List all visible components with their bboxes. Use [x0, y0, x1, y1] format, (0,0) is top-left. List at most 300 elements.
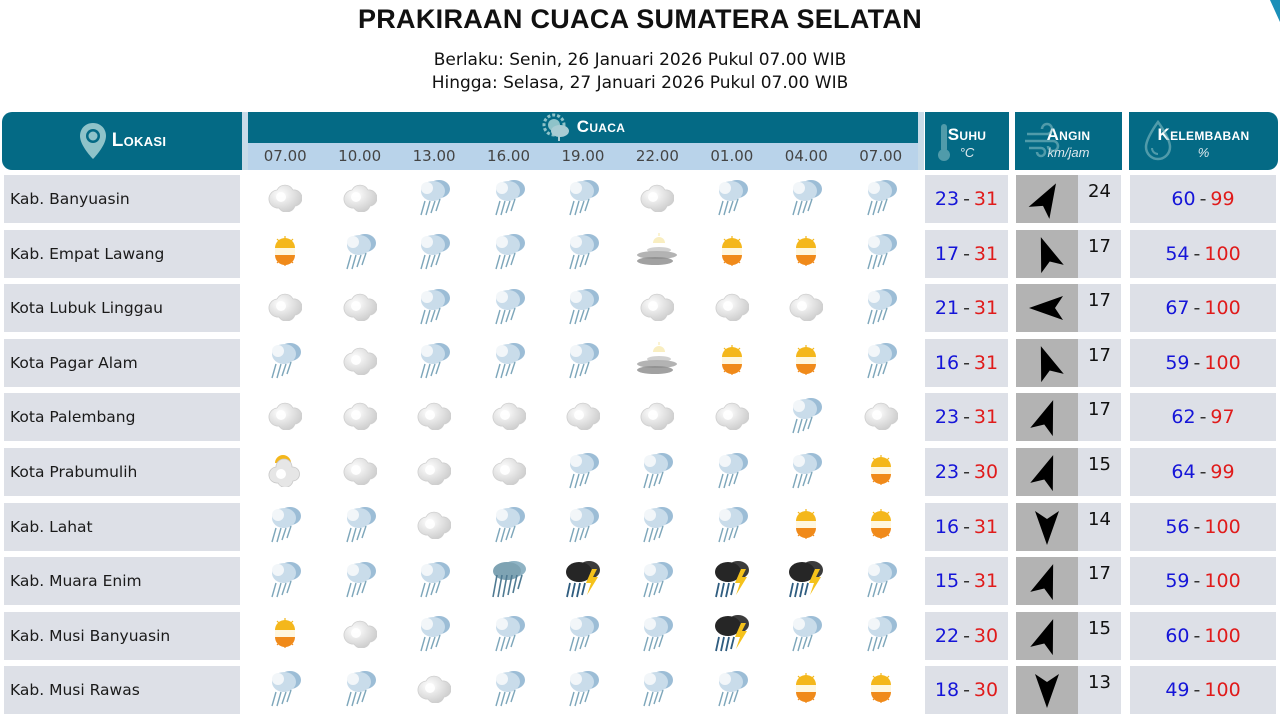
humidity-min: 49: [1165, 679, 1190, 702]
thunderstorm-icon: [711, 613, 753, 658]
temperature-range: [925, 612, 1008, 660]
weather-cell: [322, 448, 396, 496]
weather-forecast-cells: [248, 230, 918, 278]
temp-min: 22: [934, 624, 960, 647]
location-name: Kab. Musi Rawas: [4, 666, 240, 714]
location-name: Kota Prabumulih: [4, 448, 240, 496]
time-slot: 16.00: [487, 147, 530, 165]
clear-icon: [271, 236, 299, 271]
temp-min: 21: [934, 297, 960, 320]
weather-forecast-cells: [248, 557, 918, 605]
forecast-time-row: [248, 143, 918, 170]
location-name: Kab. Muara Enim: [4, 557, 240, 605]
wind-speed: 24: [1078, 175, 1121, 223]
header-suhu-label: Suhu: [947, 124, 987, 144]
wind-direction: [1016, 503, 1078, 551]
table-row: [0, 284, 1280, 332]
thunderstorm-icon: [562, 559, 604, 604]
rain-icon: [564, 504, 602, 549]
rain-icon: [564, 177, 602, 222]
clear-icon: [792, 673, 820, 708]
weather-cell: [397, 230, 471, 278]
weather-cell: [844, 557, 918, 605]
rain-icon: [638, 559, 676, 604]
temp-max: 31: [973, 242, 999, 265]
rain-icon: [490, 177, 528, 222]
wind-speed: 17: [1078, 393, 1121, 441]
temp-max: 31: [973, 351, 999, 374]
weather-cell: [546, 503, 620, 551]
weather-cell: [844, 503, 918, 551]
wind-direction: [1016, 448, 1078, 496]
wind-arrow-icon: [1020, 172, 1075, 227]
location-name: Kota Palembang: [4, 393, 240, 441]
humidity-range: [1130, 666, 1276, 714]
rain-icon: [713, 668, 751, 713]
clear-icon: [867, 509, 895, 544]
range-dash: -: [1193, 351, 1201, 374]
weather-forecast-cells: [248, 448, 918, 496]
cloudy-icon: [343, 618, 377, 653]
cloudy-icon: [343, 345, 377, 380]
rain-icon: [341, 559, 379, 604]
range-dash: -: [963, 624, 970, 647]
rain-icon: [564, 231, 602, 276]
range-dash: -: [963, 351, 970, 374]
header-cuaca: [248, 112, 918, 170]
header-cuaca-label: Cuaca: [576, 117, 626, 136]
temperature-range: [925, 448, 1008, 496]
humidity-max: 100: [1204, 242, 1241, 265]
humidity-min: 56: [1165, 515, 1190, 538]
time-slot: 22.00: [635, 147, 679, 165]
rain-icon: [415, 613, 453, 658]
wind-arrow-icon: [1027, 670, 1067, 710]
range-dash: -: [1193, 679, 1201, 702]
weather-cell: [620, 230, 694, 278]
weather-cell: [322, 612, 396, 660]
location-name: Kab. Musi Banyuasin: [4, 612, 240, 660]
rain-icon: [862, 286, 900, 331]
range-dash: -: [1193, 515, 1201, 538]
rain-icon: [787, 450, 825, 495]
cloudy-icon: [343, 455, 377, 490]
weather-cell: [397, 557, 471, 605]
header-angin: [1015, 112, 1122, 170]
rain-icon: [415, 177, 453, 222]
weather-cell: [322, 666, 396, 714]
header-angin-label: Angin: [1046, 124, 1091, 144]
weather-cell: [769, 503, 843, 551]
weather-cell: [695, 284, 769, 332]
wind-speed: 17: [1078, 557, 1121, 605]
time-slot: 04.00: [784, 147, 828, 165]
header-separator: [918, 112, 924, 170]
time-slot: 13.00: [412, 147, 456, 165]
rain-icon: [266, 559, 304, 604]
humidity-range: [1130, 612, 1276, 660]
range-dash: -: [1193, 297, 1201, 320]
wind-direction: [1016, 666, 1078, 714]
temperature-range: [925, 666, 1008, 714]
weather-cell: [844, 339, 918, 387]
weather-cell: [695, 612, 769, 660]
weather-cell: [322, 503, 396, 551]
cloudy-icon: [417, 673, 451, 708]
temp-max: 30: [973, 624, 999, 647]
weather-cell: [695, 339, 769, 387]
weather-cell: [471, 230, 545, 278]
range-dash: -: [963, 242, 970, 265]
wind-arrow-icon: [1027, 288, 1067, 328]
rain-icon: [862, 340, 900, 385]
clear-icon: [792, 509, 820, 544]
weather-cell: [620, 448, 694, 496]
weather-cell: [397, 339, 471, 387]
thunderstorm-icon: [711, 559, 753, 604]
humidity-range: [1130, 448, 1276, 496]
partly-cloudy-icon: [267, 453, 303, 492]
weather-cell: [248, 503, 322, 551]
haze-icon: [633, 233, 681, 274]
wind-speed: 17: [1078, 339, 1121, 387]
weather-cell: [322, 393, 396, 441]
temperature-range: [925, 284, 1008, 332]
temperature-range: [925, 230, 1008, 278]
table-row: [0, 503, 1280, 551]
humidity-range: [1130, 503, 1276, 551]
weather-cell: [620, 666, 694, 714]
weather-cell: [471, 612, 545, 660]
humidity-range: [1130, 339, 1276, 387]
rain-icon: [490, 613, 528, 658]
wind-direction: [1016, 284, 1078, 332]
header-suhu: [925, 112, 1009, 170]
table-row: [0, 557, 1280, 605]
weather-cell: [620, 339, 694, 387]
cloudy-icon: [268, 400, 302, 435]
temperature-range: [925, 339, 1008, 387]
temp-max: 31: [973, 515, 999, 538]
rain-icon: [415, 286, 453, 331]
table-row: [0, 666, 1280, 714]
wind-arrow-icon: [1027, 507, 1067, 547]
table-row: [0, 230, 1280, 278]
humidity-max: 99: [1210, 188, 1235, 210]
rain-icon: [415, 231, 453, 276]
cloudy-icon: [343, 400, 377, 435]
temp-min: 23: [934, 461, 960, 483]
valid-until-text: Hingga: Selasa, 27 Januari 2026 Pukul 07.00 WIB: [431, 73, 849, 93]
weather-cell: [695, 448, 769, 496]
wind-speed: 14: [1078, 503, 1121, 551]
temp-max: 31: [973, 297, 999, 320]
weather-forecast-cells: [248, 284, 918, 332]
valid-from-text: Berlaku: Senin, 26 Januari 2026 Pukul 07.00 WIB: [433, 50, 847, 70]
temp-max: 30: [973, 679, 999, 702]
weather-cell: [397, 503, 471, 551]
weather-cell: [769, 448, 843, 496]
wind-icon: [1023, 120, 1063, 160]
weather-cell: [844, 393, 918, 441]
cloudy-icon: [492, 400, 526, 435]
weather-cell: [397, 666, 471, 714]
temp-min: 18: [934, 679, 960, 702]
humidity-min: 60: [1171, 188, 1196, 210]
weather-cell: [248, 557, 322, 605]
weather-cell: [769, 557, 843, 605]
weather-cell: [769, 612, 843, 660]
rain-icon: [862, 613, 900, 658]
range-dash: -: [1199, 461, 1207, 483]
weather-cell: [248, 175, 322, 223]
humidity-min: 54: [1165, 242, 1190, 265]
droplet-icon: [1143, 120, 1173, 162]
weather-cell: [695, 557, 769, 605]
temperature-range: [925, 503, 1008, 551]
location-name: Kab. Lahat: [4, 503, 240, 551]
weather-cell: [471, 448, 545, 496]
rain-icon: [638, 613, 676, 658]
rain-icon: [862, 177, 900, 222]
humidity-range: [1130, 175, 1276, 223]
table-row: [0, 175, 1280, 223]
weather-forecast-cells: [248, 666, 918, 714]
rain-icon: [490, 504, 528, 549]
humidity-max: 100: [1204, 679, 1241, 702]
wind-arrow-icon: [1021, 228, 1072, 279]
weather-cell: [322, 230, 396, 278]
wind-arrow-icon: [1021, 392, 1072, 443]
temperature-range: [925, 393, 1008, 441]
cloudy-icon: [789, 291, 823, 326]
rain-icon: [713, 504, 751, 549]
page-title: PRAKIRAAN CUACA SUMATERA SELATAN: [357, 4, 923, 34]
weather-cell: [769, 175, 843, 223]
rain-icon: [490, 231, 528, 276]
location-name: Kota Lubuk Linggau: [4, 284, 240, 332]
range-dash: -: [963, 297, 970, 320]
cloudy-icon: [343, 291, 377, 326]
weather-cell: [471, 284, 545, 332]
temp-min: 16: [934, 351, 960, 374]
humidity-max: 100: [1204, 297, 1241, 320]
humidity-max: 100: [1204, 515, 1241, 538]
rain-icon: [266, 504, 304, 549]
cloudy-icon: [417, 400, 451, 435]
wind-speed: 15: [1078, 612, 1121, 660]
clear-icon: [867, 455, 895, 490]
weather-cell: [620, 503, 694, 551]
humidity-range: [1130, 230, 1276, 278]
weather-forecast-cells: [248, 503, 918, 551]
clear-icon: [718, 345, 746, 380]
weather-cell: [695, 230, 769, 278]
time-slot: 19.00: [561, 147, 605, 165]
weather-cell: [695, 666, 769, 714]
weather-forecast-cells: [248, 175, 918, 223]
rain-icon: [341, 504, 379, 549]
rain-icon: [266, 340, 304, 385]
weather-cell: [546, 230, 620, 278]
weather-cell: [397, 175, 471, 223]
weather-cell: [248, 448, 322, 496]
weather-cell: [471, 666, 545, 714]
range-dash: -: [1193, 570, 1201, 593]
weather-cell: [546, 284, 620, 332]
temp-max: 31: [973, 188, 999, 210]
weather-cell: [322, 175, 396, 223]
rain-icon: [564, 450, 602, 495]
rain-icon: [490, 668, 528, 713]
humidity-max: 99: [1210, 461, 1235, 483]
header-lokasi-label: Lokasi: [111, 130, 167, 151]
humidity-min: 62: [1171, 406, 1196, 429]
weather-cell: [397, 448, 471, 496]
range-dash: -: [963, 679, 970, 702]
rain-icon: [564, 668, 602, 713]
header-kelembaban-label: Kelembaban: [1157, 124, 1250, 144]
wind-arrow-icon: [1021, 610, 1072, 661]
wind-speed: 17: [1078, 230, 1121, 278]
rain-icon: [638, 450, 676, 495]
wind-arrow-icon: [1021, 337, 1072, 388]
weather-cell: [546, 557, 620, 605]
wind-arrow-icon: [1021, 556, 1072, 607]
thunderstorm-icon: [785, 559, 827, 604]
wind-arrow-icon: [1021, 446, 1072, 497]
clear-icon: [792, 345, 820, 380]
cloudy-icon: [715, 400, 749, 435]
weather-cell: [248, 393, 322, 441]
weather-cell: [844, 666, 918, 714]
wind-direction: [1016, 175, 1078, 223]
weather-cell: [769, 666, 843, 714]
weather-cell: [620, 612, 694, 660]
rain-icon: [564, 340, 602, 385]
weather-cell: [471, 175, 545, 223]
rain-icon: [341, 231, 379, 276]
weather-cell: [397, 393, 471, 441]
weather-cell: [844, 230, 918, 278]
weather-cell: [546, 612, 620, 660]
weather-cell: [546, 666, 620, 714]
rain-icon: [638, 504, 676, 549]
cloudy-icon: [566, 400, 600, 435]
weather-cell: [322, 339, 396, 387]
header-suhu-unit: °C: [959, 144, 975, 160]
rain-icon: [787, 613, 825, 658]
weather-cell: [248, 612, 322, 660]
range-dash: -: [1199, 406, 1207, 429]
time-slot: 07.00: [859, 147, 903, 165]
rain-icon: [415, 559, 453, 604]
range-dash: -: [963, 461, 970, 483]
weather-cell: [397, 612, 471, 660]
weather-forecast-cells: [248, 393, 918, 441]
humidity-range: [1130, 557, 1276, 605]
rain-icon: [564, 286, 602, 331]
wind-direction: [1016, 393, 1078, 441]
wind-speed: 17: [1078, 284, 1121, 332]
range-dash: -: [1193, 624, 1201, 647]
cloudy-icon: [715, 291, 749, 326]
temp-min: 16: [934, 515, 960, 538]
weather-cell: [546, 393, 620, 441]
rain-icon: [862, 559, 900, 604]
weather-cell: [769, 230, 843, 278]
weather-cell: [546, 448, 620, 496]
temp-max: 31: [973, 406, 999, 429]
cloudy-icon: [417, 455, 451, 490]
weather-forecast-cells: [248, 612, 918, 660]
cloudy-icon: [640, 291, 674, 326]
clear-icon: [792, 236, 820, 271]
cloudy-icon: [268, 291, 302, 326]
clear-icon: [867, 673, 895, 708]
weather-cell: [322, 284, 396, 332]
weather-cell: [248, 230, 322, 278]
humidity-min: 64: [1171, 461, 1196, 483]
temp-min: 23: [934, 406, 960, 429]
weather-cell: [546, 339, 620, 387]
humidity-min: 67: [1165, 297, 1190, 320]
weather-cell: [397, 284, 471, 332]
weather-cell: [769, 393, 843, 441]
range-dash: -: [1193, 242, 1201, 265]
temperature-range: [925, 175, 1008, 223]
weather-cell: [695, 393, 769, 441]
rain-icon: [564, 613, 602, 658]
wind-direction: [1016, 612, 1078, 660]
rain-icon: [415, 340, 453, 385]
thermometer-icon: [937, 122, 951, 162]
table-row: [0, 339, 1280, 387]
temp-min: 17: [934, 242, 960, 265]
range-dash: -: [963, 515, 970, 538]
weather-cell: [471, 557, 545, 605]
wind-direction: [1016, 339, 1078, 387]
temperature-range: [925, 557, 1008, 605]
wind-speed: 13: [1078, 666, 1121, 714]
weather-cell: [248, 339, 322, 387]
weather-cell: [248, 666, 322, 714]
rain-icon: [638, 668, 676, 713]
temp-max: 31: [973, 570, 999, 593]
time-slot: 01.00: [710, 147, 754, 165]
header-angin-unit: km/jam: [1047, 144, 1090, 160]
rain-icon: [713, 177, 751, 222]
weather-cell: [620, 557, 694, 605]
range-dash: -: [1199, 188, 1207, 210]
weather-cell: [471, 393, 545, 441]
humidity-max: 100: [1204, 351, 1241, 374]
table-row: [0, 448, 1280, 496]
heavy-rain-icon: [489, 559, 529, 604]
weather-forecast-cells: [248, 339, 918, 387]
table-row: [0, 612, 1280, 660]
location-name: Kota Pagar Alam: [4, 339, 240, 387]
weather-cell: [620, 284, 694, 332]
weather-cell: [844, 612, 918, 660]
cloudy-icon: [640, 400, 674, 435]
header-kelembaban-unit: %: [1197, 144, 1210, 160]
weather-cell: [471, 503, 545, 551]
location-name: Kab. Empat Lawang: [4, 230, 240, 278]
rain-icon: [713, 450, 751, 495]
temp-max: 30: [973, 461, 999, 483]
rain-icon: [490, 340, 528, 385]
